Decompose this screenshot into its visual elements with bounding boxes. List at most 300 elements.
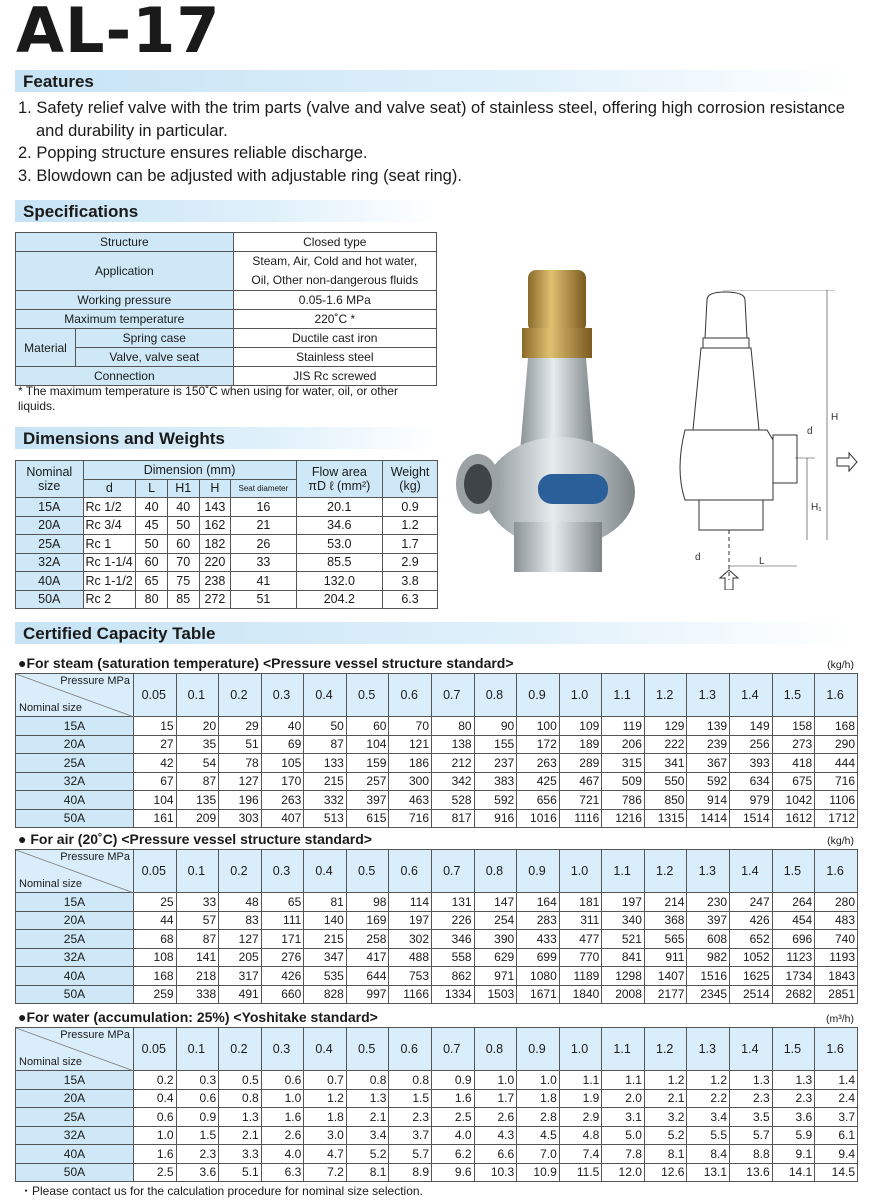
capacity-cell: 753 — [389, 967, 432, 986]
dim-cell: Rc 1/2 — [83, 498, 136, 517]
capacity-cell: 44 — [133, 911, 176, 930]
capacity-cell: 660 — [261, 985, 304, 1004]
pressure-header: 0.05 — [133, 674, 176, 717]
dim-cell: 51 — [231, 590, 296, 609]
capacity-cell: 311 — [559, 911, 602, 930]
capacity-cell: 9.6 — [432, 1163, 475, 1182]
capacity-cell: 87 — [304, 735, 347, 754]
specifications-table — [15, 232, 437, 386]
capacity-row — [16, 1071, 858, 1090]
capacity-cell: 1.0 — [517, 1071, 560, 1090]
capacity-cell: 0.9 — [432, 1071, 475, 1090]
capacity-cell: 5.2 — [346, 1145, 389, 1164]
dim-cell: 220 — [199, 553, 231, 572]
capacity-cell: 0.8 — [346, 1071, 389, 1090]
capacity-cell: 168 — [133, 967, 176, 986]
capacity-cell: 69 — [261, 735, 304, 754]
dim-cell: 6.3 — [383, 590, 438, 609]
capacity-cell: 342 — [432, 772, 475, 791]
capacity-cell: 87 — [176, 772, 219, 791]
capacity-cell: 1414 — [687, 809, 730, 828]
product-title: AL-17 — [16, 0, 221, 67]
dim-cell: 2.9 — [383, 553, 438, 572]
pressure-header: 0.1 — [176, 850, 219, 893]
capacity-cell: 2.3 — [176, 1145, 219, 1164]
label-d-inlet: d — [695, 552, 701, 563]
feature-item: 2. Popping structure ensures reliable discharge. — [18, 144, 368, 162]
capacity-cell: 1.0 — [133, 1126, 176, 1145]
pressure-header: 0.6 — [389, 850, 432, 893]
capacity-cell: 8.4 — [687, 1145, 730, 1164]
capacity-cell: 303 — [219, 809, 262, 828]
nameplate — [538, 474, 608, 504]
capacity-cell: 1.2 — [304, 1089, 347, 1108]
pressure-header: 0.9 — [517, 1028, 560, 1071]
capacity-cell: 332 — [304, 791, 347, 810]
drawing-outlet — [773, 435, 797, 483]
pressure-header: 1.1 — [602, 674, 645, 717]
capacity-cell: 78 — [219, 754, 262, 773]
capacity-cell: 209 — [176, 809, 219, 828]
capacity-cell: 3.6 — [176, 1163, 219, 1182]
capacity-cell: 205 — [219, 948, 262, 967]
pressure-header: 1.1 — [602, 1028, 645, 1071]
capacity-cell: 841 — [602, 948, 645, 967]
pressure-header: 0.7 — [432, 850, 475, 893]
pressure-header: 0.5 — [346, 850, 389, 893]
capacity-cell: 65 — [261, 893, 304, 912]
nominal-size-cell: 15A — [16, 717, 134, 736]
capacity-cell: 418 — [772, 754, 815, 773]
capacity-cell: 608 — [687, 930, 730, 949]
capacity-cell: 5.1 — [219, 1163, 262, 1182]
capacity-cell: 29 — [219, 717, 262, 736]
capacity-cell: 0.8 — [389, 1071, 432, 1090]
capacity-cell: 716 — [389, 809, 432, 828]
capacity-cell: 346 — [432, 930, 475, 949]
capacity-cell: 1189 — [559, 967, 602, 986]
capacity-cell: 81 — [304, 893, 347, 912]
nominal-size-cell: 20A — [16, 911, 134, 930]
dim-cell: Rc 2 — [83, 590, 136, 609]
capacity-cell: 0.2 — [133, 1071, 176, 1090]
capacity-cell: 186 — [389, 754, 432, 773]
capacity-cell: 6.3 — [261, 1163, 304, 1182]
pressure-label: Pressure MPa — [60, 1029, 130, 1041]
capacity-cell: 218 — [176, 967, 219, 986]
capacity-cell: 283 — [517, 911, 560, 930]
capacity-cell: 83 — [219, 911, 262, 930]
capacity-cell: 914 — [687, 791, 730, 810]
dim-cell: 85 — [167, 590, 199, 609]
nominal-size-cell: 32A — [16, 1126, 134, 1145]
capacity-cell: 454 — [772, 911, 815, 930]
capacity-cell: 911 — [644, 948, 687, 967]
capacity-cell: 108 — [133, 948, 176, 967]
capacity-cell: 104 — [346, 735, 389, 754]
capacity-cell: 170 — [261, 772, 304, 791]
dim-cell: 41 — [231, 572, 296, 591]
nominal-size-cell: 20A — [16, 1089, 134, 1108]
pressure-header: 1.4 — [730, 1028, 773, 1071]
capacity-cell: 222 — [644, 735, 687, 754]
capacity-cell: 1.3 — [772, 1071, 815, 1090]
pressure-header: 0.3 — [261, 850, 304, 893]
capacity-cell: 60 — [346, 717, 389, 736]
capacity-cell: 426 — [730, 911, 773, 930]
spec-value — [233, 252, 436, 291]
pressure-header: 1.4 — [730, 674, 773, 717]
nominal-label: Nominal size — [19, 878, 82, 890]
dim-cell: 75 — [167, 572, 199, 591]
capacity-cell: 206 — [602, 735, 645, 754]
nominal-size-cell: 15A — [16, 893, 134, 912]
capacity-cell: 417 — [346, 948, 389, 967]
capacity-cell: 675 — [772, 772, 815, 791]
capacity-cell: 979 — [730, 791, 773, 810]
capacity-cell: 521 — [602, 930, 645, 949]
pressure-header: 1.0 — [559, 850, 602, 893]
capacity-row — [16, 911, 858, 930]
nominal-label: Nominal size — [19, 702, 82, 714]
capacity-cell: 0.6 — [133, 1108, 176, 1127]
capacity-cell: 256 — [730, 735, 773, 754]
capacity-cell: 289 — [559, 754, 602, 773]
capacity-cell: 2.1 — [219, 1126, 262, 1145]
capacity-cell: 2008 — [602, 985, 645, 1004]
capacity-cell: 592 — [474, 791, 517, 810]
capacity-cell: 550 — [644, 772, 687, 791]
dim-cell: 238 — [199, 572, 231, 591]
capacity-cell: 1.2 — [687, 1071, 730, 1090]
inlet-bore — [464, 464, 492, 504]
capacity-cell: 315 — [602, 754, 645, 773]
dim-row-header: 32A — [16, 553, 84, 572]
dim-cell: 50 — [136, 535, 168, 554]
capacity-cell: 197 — [389, 911, 432, 930]
dim-col-header: H1 — [167, 479, 199, 498]
spec-note: * The maximum temperature is 150˚C when using for water, oil, or other liquids. — [18, 384, 398, 413]
capacity-cell: 149 — [730, 717, 773, 736]
dim-cell: 16 — [231, 498, 296, 517]
dim-cell: 34.6 — [296, 516, 383, 535]
nominal-size-cell: 25A — [16, 1108, 134, 1127]
capacity-cell: 138 — [432, 735, 475, 754]
capacity-cell: 4.0 — [261, 1145, 304, 1164]
capacity-cell: 127 — [219, 930, 262, 949]
corner-header — [16, 1028, 134, 1071]
capacity-cell: 129 — [644, 717, 687, 736]
capacity-cell: 0.9 — [176, 1108, 219, 1127]
capacity-table-title: ●For water (accumulation: 25%) <Yoshitake standard> — [18, 1009, 378, 1025]
capacity-cell: 12.0 — [602, 1163, 645, 1182]
capacity-cell: 1625 — [730, 967, 773, 986]
capacity-cell: 1840 — [559, 985, 602, 1004]
capacity-header-row — [16, 674, 858, 717]
capacity-cell: 80 — [432, 717, 475, 736]
capacity-cell: 367 — [687, 754, 730, 773]
capacity-cell: 135 — [176, 791, 219, 810]
dim-cell: 70 — [167, 553, 199, 572]
capacity-cell: 340 — [602, 911, 645, 930]
capacity-cell: 5.9 — [772, 1126, 815, 1145]
dim-row — [16, 516, 438, 535]
capacity-cell: 273 — [772, 735, 815, 754]
capacity-cell: 3.4 — [687, 1108, 730, 1127]
capacity-cell: 699 — [517, 948, 560, 967]
capacity-cell: 2.6 — [474, 1108, 517, 1127]
capacity-cell: 7.0 — [517, 1145, 560, 1164]
feature-item: 3. Blowdown can be adjusted with adjustable ring (seat ring). — [18, 166, 462, 185]
capacity-row — [16, 930, 858, 949]
capacity-cell: 3.6 — [772, 1108, 815, 1127]
capacity-cell: 4.7 — [304, 1145, 347, 1164]
capacity-cell: 1.4 — [815, 1071, 858, 1090]
capacity-cell: 114 — [389, 893, 432, 912]
capacity-cell: 1123 — [772, 948, 815, 967]
capacity-row — [16, 893, 858, 912]
capacity-header-row — [16, 1028, 858, 1071]
capacity-cell: 1080 — [517, 967, 560, 986]
capacity-cell: 2.5 — [133, 1163, 176, 1182]
pressure-header: 0.8 — [474, 674, 517, 717]
capacity-cell: 11.5 — [559, 1163, 602, 1182]
capacity-row — [16, 948, 858, 967]
pressure-header: 0.2 — [219, 1028, 262, 1071]
capacity-cell: 258 — [346, 930, 389, 949]
dim-cell: 21 — [231, 516, 296, 535]
capacity-cell: 383 — [474, 772, 517, 791]
pressure-header: 0.4 — [304, 674, 347, 717]
nominal-size-cell: 40A — [16, 1145, 134, 1164]
capacity-cell: 8.1 — [644, 1145, 687, 1164]
pressure-header: 0.5 — [346, 1028, 389, 1071]
corner-header — [16, 850, 134, 893]
pressure-header: 0.4 — [304, 1028, 347, 1071]
dim-row-header: 50A — [16, 590, 84, 609]
outlet-flange — [514, 522, 602, 572]
spec-value: Stainless steel — [233, 348, 436, 367]
pressure-header: 1.6 — [815, 1028, 858, 1071]
capacity-cell: 9.1 — [772, 1145, 815, 1164]
spec-value: 0.05-1.6 MPa — [233, 291, 436, 310]
dim-row-header: 25A — [16, 535, 84, 554]
spec-value: Ductile cast iron — [233, 329, 436, 348]
pressure-header: 0.2 — [219, 674, 262, 717]
capacity-cell: 997 — [346, 985, 389, 1004]
capacity-cell: 716 — [815, 772, 858, 791]
spec-value-line: Steam, Air, Cold and hot water, — [252, 254, 418, 268]
capacity-cell: 528 — [432, 791, 475, 810]
nominal-size-cell: 32A — [16, 772, 134, 791]
pressure-header: 1.2 — [644, 1028, 687, 1071]
capacity-cell: 397 — [346, 791, 389, 810]
capacity-cell: 1.8 — [517, 1089, 560, 1108]
capacity-cell: 862 — [432, 967, 475, 986]
capacity-cell: 2.9 — [559, 1108, 602, 1127]
capacity-row — [16, 754, 858, 773]
dim-cell: 132.0 — [296, 572, 383, 591]
capacity-cell: 1516 — [687, 967, 730, 986]
pressure-header: 1.5 — [772, 1028, 815, 1071]
capacity-cell: 5.0 — [602, 1126, 645, 1145]
capacity-cell: 0.4 — [133, 1089, 176, 1108]
capacity-cell: 1671 — [517, 985, 560, 1004]
capacity-cell: 477 — [559, 930, 602, 949]
pressure-header: 0.7 — [432, 674, 475, 717]
capacity-cell: 1.0 — [474, 1071, 517, 1090]
capacity-cell: 3.7 — [815, 1108, 858, 1127]
dim-cell: 53.0 — [296, 535, 383, 554]
capacity-cell: 1612 — [772, 809, 815, 828]
capacity-cell: 50 — [304, 717, 347, 736]
spec-label: Application — [16, 252, 234, 291]
dim-cell: 1.2 — [383, 516, 438, 535]
capacity-cell: 817 — [432, 809, 475, 828]
capacity-cell: 0.7 — [304, 1071, 347, 1090]
capacity-cell: 656 — [517, 791, 560, 810]
capacity-cell: 257 — [346, 772, 389, 791]
capacity-cell: 35 — [176, 735, 219, 754]
capacity-cell: 276 — [261, 948, 304, 967]
capacity-cell: 828 — [304, 985, 347, 1004]
capacity-cell: 263 — [261, 791, 304, 810]
capacity-cell: 2.1 — [644, 1089, 687, 1108]
capacity-cell: 6.1 — [815, 1126, 858, 1145]
capacity-row — [16, 1126, 858, 1145]
capacity-cell: 48 — [219, 893, 262, 912]
capacity-cell: 237 — [474, 754, 517, 773]
capacity-row — [16, 1145, 858, 1164]
capacity-heading: Certified Capacity Table — [15, 622, 855, 644]
capacity-cell: 317 — [219, 967, 262, 986]
capacity-cell: 393 — [730, 754, 773, 773]
pressure-header: 1.0 — [559, 1028, 602, 1071]
capacity-row — [16, 1089, 858, 1108]
capacity-cell: 368 — [644, 911, 687, 930]
capacity-cell: 721 — [559, 791, 602, 810]
capacity-cell: 1.5 — [389, 1089, 432, 1108]
capacity-table — [15, 1027, 858, 1182]
capacity-cell: 264 — [772, 893, 815, 912]
nominal-size-cell: 50A — [16, 985, 134, 1004]
capacity-row — [16, 791, 858, 810]
capacity-table-title: ● For air (20˚C) <Pressure vessel structure standard> — [18, 831, 372, 847]
dim-col-header: H — [199, 479, 231, 498]
drawing-nut — [703, 338, 749, 348]
drawing-body — [680, 430, 773, 500]
capacity-cell: 1052 — [730, 948, 773, 967]
capacity-cell: 1.6 — [261, 1108, 304, 1127]
capacity-cell: 300 — [389, 772, 432, 791]
pressure-header: 1.6 — [815, 850, 858, 893]
dim-cell: Rc 3/4 — [83, 516, 136, 535]
dim-cell: 143 — [199, 498, 231, 517]
footnote: ・Please contact us for the calculation procedure for nominal size selection. — [20, 1184, 423, 1198]
capacity-cell: 629 — [474, 948, 517, 967]
spec-label: Valve, valve seat — [76, 348, 234, 367]
capacity-cell: 214 — [644, 893, 687, 912]
capacity-cell: 2.3 — [772, 1089, 815, 1108]
capacity-cell: 444 — [815, 754, 858, 773]
capacity-row — [16, 1163, 858, 1182]
specifications-heading: Specifications — [15, 200, 437, 222]
dim-col-header: d — [83, 479, 136, 498]
dim-cell: Rc 1 — [83, 535, 136, 554]
capacity-cell: 9.4 — [815, 1145, 858, 1164]
dim-cell: 182 — [199, 535, 231, 554]
capacity-cell: 1315 — [644, 809, 687, 828]
dim-header-line: πD ℓ (mm²) — [308, 479, 371, 493]
capacity-cell: 181 — [559, 893, 602, 912]
capacity-cell: 0.3 — [176, 1071, 219, 1090]
drawing-inlet — [699, 500, 763, 530]
dim-cell: 60 — [167, 535, 199, 554]
capacity-cell: 2.1 — [346, 1108, 389, 1127]
dimension-drawing — [655, 290, 865, 590]
capacity-cell: 1.3 — [730, 1071, 773, 1090]
capacity-cell: 2.5 — [432, 1108, 475, 1127]
capacity-cell: 159 — [346, 754, 389, 773]
capacity-cell: 104 — [133, 791, 176, 810]
nominal-size-cell: 50A — [16, 809, 134, 828]
capacity-cell: 13.6 — [730, 1163, 773, 1182]
capacity-cell: 263 — [517, 754, 560, 773]
capacity-cell: 14.5 — [815, 1163, 858, 1182]
capacity-cell: 770 — [559, 948, 602, 967]
capacity-cell: 25 — [133, 893, 176, 912]
capacity-row — [16, 1108, 858, 1127]
spec-label: Connection — [16, 367, 234, 386]
capacity-cell: 558 — [432, 948, 475, 967]
capacity-cell: 98 — [346, 893, 389, 912]
label-l: L — [759, 556, 765, 567]
capacity-cell: 90 — [474, 717, 517, 736]
spec-value: 220˚C * — [233, 310, 436, 329]
capacity-cell: 4.5 — [517, 1126, 560, 1145]
pressure-header: 0.1 — [176, 674, 219, 717]
capacity-cell: 347 — [304, 948, 347, 967]
capacity-cell: 3.1 — [602, 1108, 645, 1127]
capacity-cell: 1514 — [730, 809, 773, 828]
capacity-cell: 215 — [304, 772, 347, 791]
capacity-row — [16, 985, 858, 1004]
capacity-cell: 40 — [261, 717, 304, 736]
capacity-cell: 105 — [261, 754, 304, 773]
outlet-arrow-icon — [837, 453, 857, 471]
capacity-cell: 644 — [346, 967, 389, 986]
pressure-header: 0.8 — [474, 850, 517, 893]
dim-cell: 26 — [231, 535, 296, 554]
capacity-cell: 14.1 — [772, 1163, 815, 1182]
capacity-cell: 5.5 — [687, 1126, 730, 1145]
capacity-header-row — [16, 850, 858, 893]
capacity-cell: 491 — [219, 985, 262, 1004]
capacity-cell: 139 — [687, 717, 730, 736]
pressure-header: 0.2 — [219, 850, 262, 893]
dim-cell: 40 — [167, 498, 199, 517]
capacity-cell: 10.9 — [517, 1163, 560, 1182]
capacity-cell: 1843 — [815, 967, 858, 986]
pressure-header: 0.3 — [261, 1028, 304, 1071]
capacity-cell: 8.1 — [346, 1163, 389, 1182]
capacity-unit: (kg/h) — [827, 835, 854, 847]
capacity-cell: 7.8 — [602, 1145, 645, 1164]
pressure-header: 0.6 — [389, 674, 432, 717]
dim-cell: Rc 1-1/2 — [83, 572, 136, 591]
capacity-cell: 2.8 — [517, 1108, 560, 1127]
dim-row-header: 15A — [16, 498, 84, 517]
